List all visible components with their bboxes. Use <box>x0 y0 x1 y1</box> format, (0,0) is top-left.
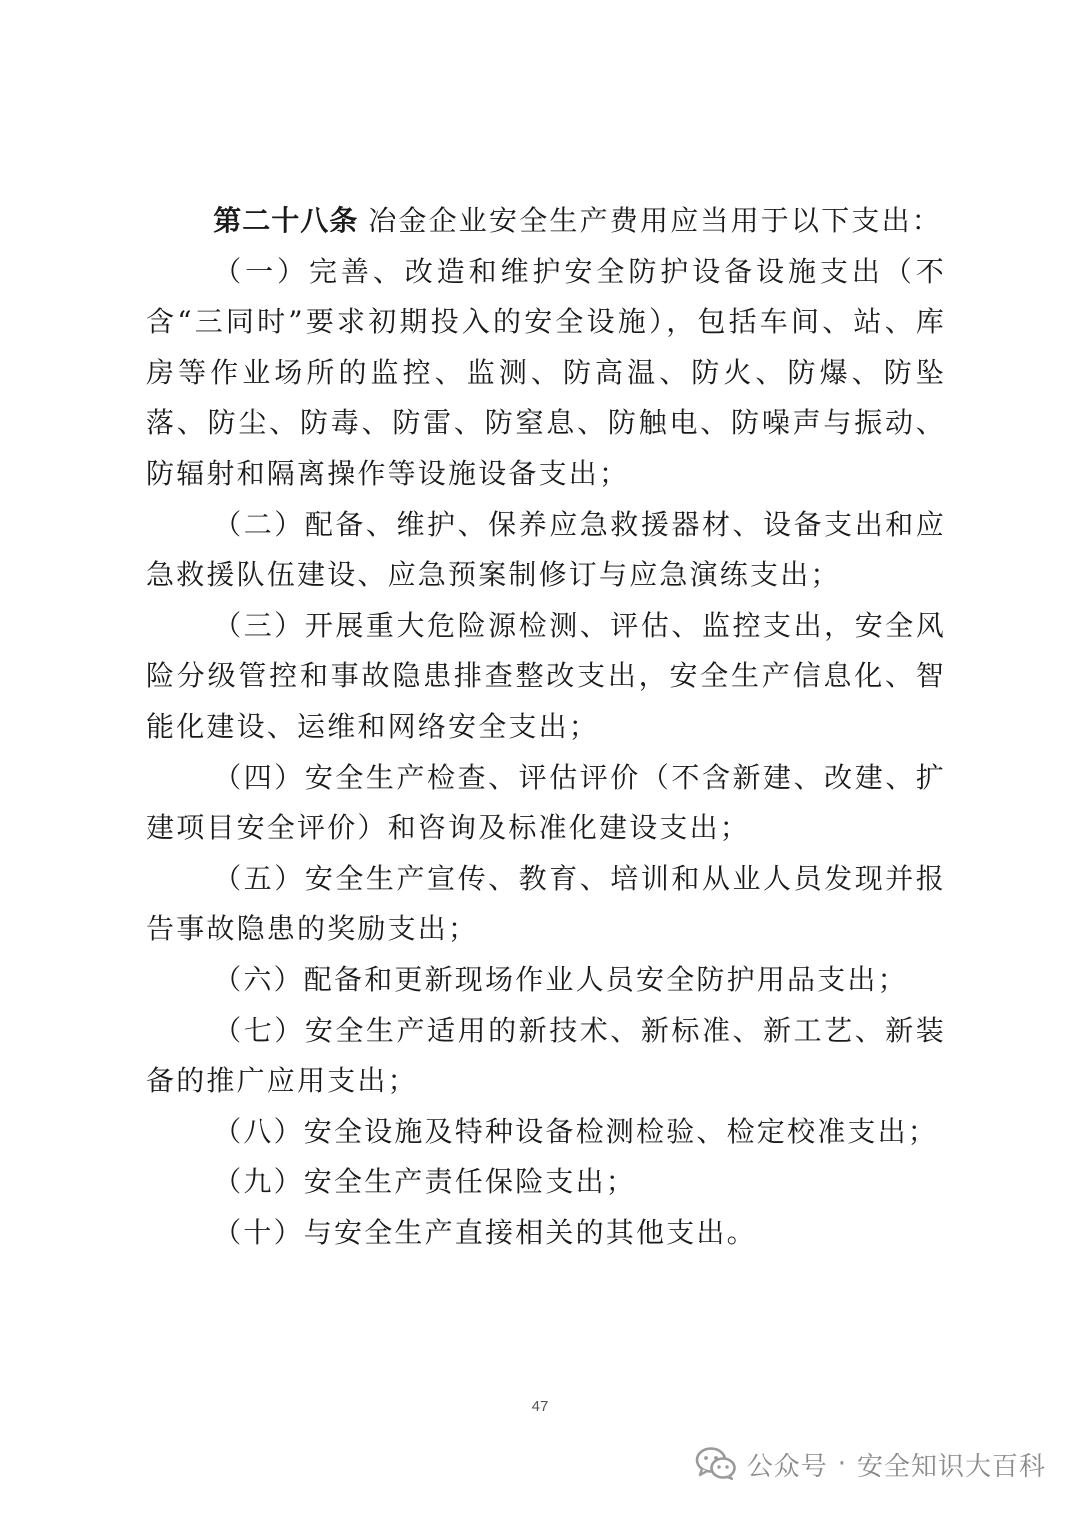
list-item-4: （四）安全生产检查、评估评价（不含新建、改建、扩建项目安全评价）和咨询及标准化建设支出； <box>146 760 946 845</box>
article-number: 第二十八条 <box>213 204 359 237</box>
list-item-8: （八）安全设施及特种设备检测检验、检定校准支出； <box>213 1114 938 1148</box>
list-item-2: （二）配备、维护、保养应急救援器材、设备支出和应急救援队伍建设、应急预案制修订与应急演练支出； <box>146 507 946 592</box>
list-item-6: （六）配备和更新现场作业人员安全防护用品支出； <box>213 962 908 996</box>
watermark-account: 安全知识大百科 <box>856 1451 1046 1482</box>
article-heading <box>146 196 946 247</box>
article-body <box>146 196 946 1258</box>
watermark-separator: · <box>837 1449 847 1479</box>
list-item-1: （一）完善、改造和维护安全防护设备设施支出（不含“三同时”要求初期投入的安全设施），包括车间、站、库房等作业场所的监控、监测、防高温、防火、防爆、防坠落、防尘、防毒、防雷、防窒息、防触电、防噪声与振动、防辐射和隔离操作等设施设备支出； <box>146 254 946 490</box>
wechat-icon <box>695 1447 737 1481</box>
list-item-7: （七）安全生产适用的新技术、新标准、新工艺、新装备的推广应用支出； <box>146 1013 946 1098</box>
list-item-10: （十）与安全生产直接相关的其他支出。 <box>213 1215 757 1249</box>
watermark-prefix: 公众号 <box>746 1451 828 1482</box>
list-item-9: （九）安全生产责任保险支出； <box>213 1165 636 1199</box>
watermark <box>695 1442 1046 1486</box>
list-item-5: （五）安全生产宣传、教育、培训和从业人员发现并报告事故隐患的奖励支出； <box>146 861 946 946</box>
article-heading-text: 冶金企业安全生产费用应当用于以下支出： <box>368 204 943 237</box>
list-item-3: （三）开展重大危险源检测、评估、监控支出，安全风险分级管控和事故隐患排查整改支出，安全生产信息化、智能化建设、运维和网络安全支出； <box>146 608 946 743</box>
page-number: 47 <box>531 1398 549 1415</box>
